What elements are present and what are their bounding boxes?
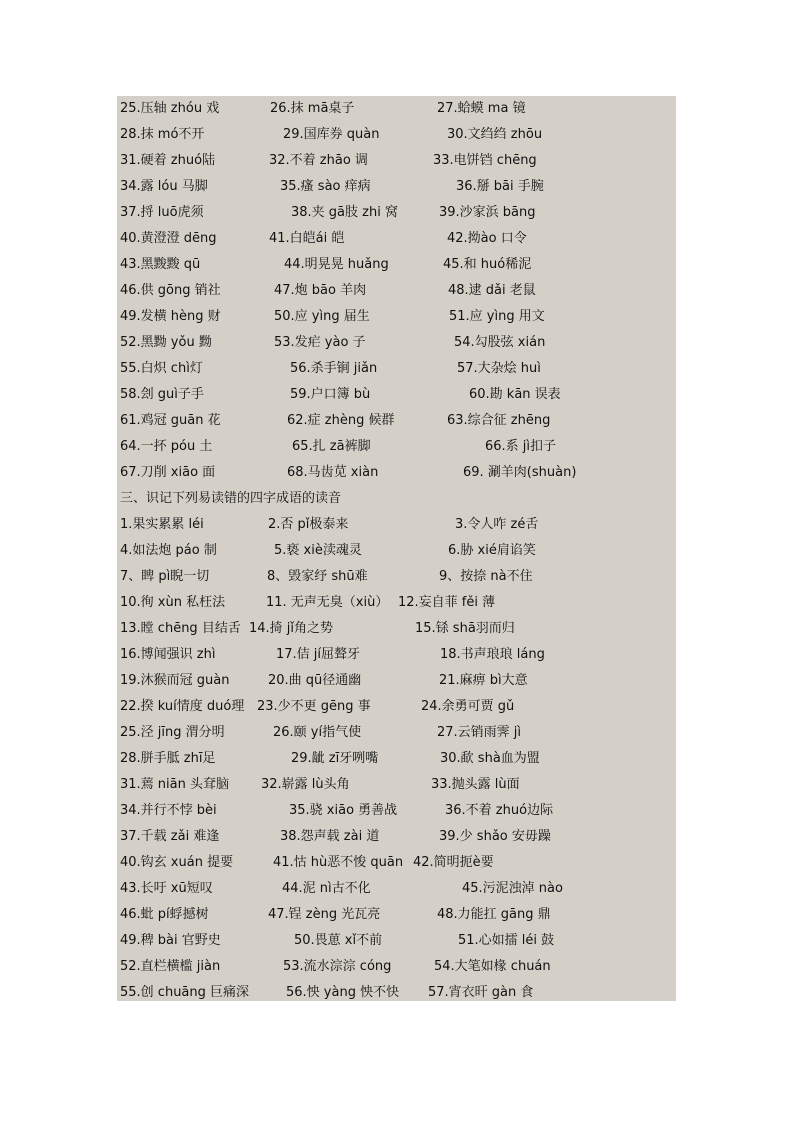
entry-item: 54.勾股弦 xián [454, 335, 546, 350]
section2-row [117, 148, 676, 174]
entry-item: 9、按捺 nà不住 [439, 569, 533, 584]
section2-row [117, 434, 676, 460]
entry-item: 45.和 huó稀泥 [443, 257, 532, 272]
entry-item: 13.瞠 chēng 目结舌 [120, 621, 241, 636]
entry-item: 31.蔫 niān 头耷脑 [120, 777, 229, 792]
section2-row [117, 226, 676, 252]
entry-item: 44.明晃晃 huǎng [284, 257, 389, 272]
entry-item: 45.污泥浊淖 nào [462, 881, 563, 896]
entry-item: 33.抛头露 lù面 [431, 777, 520, 792]
section3-row [117, 720, 676, 746]
entry-item: 8、毁家纾 shū难 [267, 569, 368, 584]
entry-item: 49.稗 bài 官野史 [120, 933, 221, 948]
entry-item: 39.沙家浜 bāng [439, 205, 536, 220]
entry-item: 6.胁 xié肩谄笑 [448, 543, 536, 558]
section3-row [117, 642, 676, 668]
section3-row [117, 772, 676, 798]
section2-row [117, 174, 676, 200]
entry-item: 66.系 jì扣子 [485, 439, 557, 454]
entry-item: 30.歃 shà血为盟 [440, 751, 540, 766]
section3-row [117, 538, 676, 564]
entry-item: 40.黄澄澄 dēng [120, 231, 217, 246]
entry-item: 48.力能扛 gāng 鼎 [437, 907, 551, 922]
entry-item: 28.抹 mó不开 [120, 127, 205, 142]
entry-item: 25.压轴 zhóu 戏 [120, 101, 220, 116]
section2-row [117, 460, 676, 486]
entry-item: 53.发疟 yào 子 [274, 335, 366, 350]
entry-item: 31.硬着 zhuó陆 [120, 153, 216, 168]
entry-item: 36.掰 bāi 手腕 [456, 179, 544, 194]
entry-item: 38.怨声载 zài 道 [280, 829, 380, 844]
entry-item: 57.大杂烩 huì [457, 361, 541, 376]
entry-item: 51.应 yìng 用文 [449, 309, 545, 324]
entry-item: 60.勘 kān 误表 [469, 387, 561, 402]
entry-item: 65.扎 zā裤脚 [292, 439, 371, 454]
entry-item: 19.沐猴而冠 guàn [120, 673, 230, 688]
section3-row [117, 798, 676, 824]
section3-row [117, 668, 676, 694]
entry-item: 29.龇 zī牙咧嘴 [291, 751, 379, 766]
entry-item: 43.长吁 xū短叹 [120, 881, 213, 896]
entry-item: 61.鸡冠 guān 花 [120, 413, 221, 428]
section3-row [117, 902, 676, 928]
entry-item: 59.户口簿 bù [290, 387, 371, 402]
entry-item: 43.黑黢黢 qū [120, 257, 201, 272]
section2-row [117, 96, 676, 122]
entry-item: 17.佶 jí屈聱牙 [276, 647, 361, 662]
entry-item: 44.泥 nì古不化 [282, 881, 371, 896]
section3-row [117, 616, 676, 642]
entry-item: 56.怏 yàng 怏不快 [286, 985, 400, 1000]
entry-item: 14.掎 jǐ角之势 [249, 621, 334, 636]
section3-row [117, 746, 676, 772]
entry-item: 28.胼手胝 zhī足 [120, 751, 216, 766]
entry-item: 24.余勇可贾 gǔ [421, 699, 515, 714]
entry-item: 16.博闻强识 zhì [120, 647, 216, 662]
entry-item: 22.揆 kuí情度 duó理 [120, 699, 245, 714]
entry-item: 41.白皑ái 皑 [269, 231, 345, 246]
section2-row [117, 382, 676, 408]
section2-row [117, 200, 676, 226]
section3-row [117, 512, 676, 538]
section2-row [117, 330, 676, 356]
entry-item: 7、睥 pì睨一切 [120, 569, 210, 584]
entry-item: 27.云销雨霁 jì [437, 725, 522, 740]
entry-item: 49.发横 hèng 财 [120, 309, 221, 324]
section2-row [117, 278, 676, 304]
entry-item: 50.应 yìng 届生 [274, 309, 370, 324]
entry-item: 10.徇 xùn 私枉法 [120, 595, 226, 610]
section3-row [117, 954, 676, 980]
entry-item: 47.炮 bāo 羊肉 [274, 283, 367, 298]
entry-item: 53.流水淙淙 cóng [283, 959, 392, 974]
entry-item: 5.亵 xiè渎魂灵 [274, 543, 362, 558]
entry-item: 41.怙 hù恶不悛 quān [273, 855, 404, 870]
section3-row [117, 928, 676, 954]
entry-item: 55.创 chuāng 巨痛深 [120, 985, 250, 1000]
entry-item: 21.麻痹 bì大意 [439, 673, 528, 688]
entry-item: 33.电饼铛 chēng [433, 153, 537, 168]
pronunciation-list [117, 96, 676, 1001]
entry-item: 52.黑黝 yǒu 黝 [120, 335, 212, 350]
entry-item: 27.蛤蟆 ma 镜 [437, 101, 526, 116]
entry-item: 58.刽 guì子手 [120, 387, 204, 402]
entry-item: 30.文绉绉 zhōu [447, 127, 543, 142]
section2-row [117, 304, 676, 330]
entry-item: 32.崭露 lù头角 [261, 777, 350, 792]
entry-item: 62.症 zhèng 候群 [287, 413, 395, 428]
entry-item: 40.钩玄 xuán 提要 [120, 855, 234, 870]
entry-item: 3.令人咋 zé舌 [455, 517, 539, 532]
section-heading: 三、识记下列易读错的四字成语的读音 [120, 491, 342, 506]
entry-item: 46.蚍 pí蜉撼树 [120, 907, 209, 922]
entry-item: 47.锃 zèng 光瓦亮 [268, 907, 381, 922]
entry-item: 1.果实累累 léi [120, 517, 204, 532]
entry-item: 26.颐 yí指气使 [273, 725, 362, 740]
entry-item: 42.拗ào 口令 [447, 231, 527, 246]
section3-row [117, 980, 676, 1006]
entry-item: 46.供 gōng 销社 [120, 283, 221, 298]
entry-item: 68.马齿苋 xiàn [287, 465, 379, 480]
entry-item: 42.简明扼è要 [413, 855, 494, 870]
entry-item: 57.宵衣旰 gàn 食 [428, 985, 534, 1000]
section3-row [117, 590, 676, 616]
entry-item: 56.杀手锏 jiǎn [290, 361, 378, 376]
section3-row [117, 876, 676, 902]
entry-item: 39.少 shǎo 安毋躁 [439, 829, 551, 844]
entry-item: 11. 无声无臭（xiù） [266, 595, 389, 610]
entry-item: 37.千载 zǎi 难逢 [120, 829, 220, 844]
entry-item: 25.泾 jīng 渭分明 [120, 725, 225, 740]
entry-item: 34.露 lóu 马脚 [120, 179, 208, 194]
entry-item: 26.抹 mā桌子 [270, 101, 355, 116]
section2-row [117, 408, 676, 434]
entry-item: 69. 涮羊肉(shuàn) [463, 465, 577, 480]
entry-item: 29.国库券 quàn [283, 127, 380, 142]
entry-item: 51.心如擂 léi 鼓 [458, 933, 555, 948]
section3-row [117, 824, 676, 850]
entry-item: 67.刀削 xiāo 面 [120, 465, 216, 480]
entry-item: 36.不着 zhuó边际 [445, 803, 554, 818]
entry-item: 63.综合征 zhēng [447, 413, 551, 428]
entry-item: 35.骁 xiāo 勇善战 [289, 803, 398, 818]
section3-row [117, 850, 676, 876]
entry-item: 23.少不更 gēng 事 [257, 699, 371, 714]
section2-row [117, 122, 676, 148]
entry-item: 32.不着 zhāo 调 [269, 153, 368, 168]
section2-row [117, 356, 676, 382]
entry-item: 38.夹 gā肢 zhi 窝 [291, 205, 398, 220]
entry-item: 52.直栏横槛 jiàn [120, 959, 221, 974]
entry-item: 2.否 pǐ极泰来 [268, 517, 349, 532]
section2-row [117, 252, 676, 278]
entry-item: 37.捋 luō虎须 [120, 205, 204, 220]
entry-item: 18.书声琅琅 láng [440, 647, 545, 662]
entry-item: 35.瘙 sào 痒病 [280, 179, 371, 194]
section3-row [117, 564, 676, 590]
entry-item: 34.并行不悖 bèi [120, 803, 217, 818]
entry-item: 50.畏葸 xǐ不前 [294, 933, 383, 948]
entry-item: 54.大笔如椽 chuán [434, 959, 551, 974]
entry-item: 12.妄自菲 fěi 薄 [398, 595, 496, 610]
entry-item: 48.逮 dǎi 老鼠 [448, 283, 536, 298]
entry-item: 64.一抔 póu 土 [120, 439, 213, 454]
entry-item: 20.曲 qū径通幽 [268, 673, 362, 688]
entry-item: 55.白炽 chì灯 [120, 361, 203, 376]
section3-row [117, 694, 676, 720]
entry-item: 4.如法炮 páo 制 [120, 543, 217, 558]
entry-item: 15.铩 shā羽而归 [415, 621, 515, 636]
